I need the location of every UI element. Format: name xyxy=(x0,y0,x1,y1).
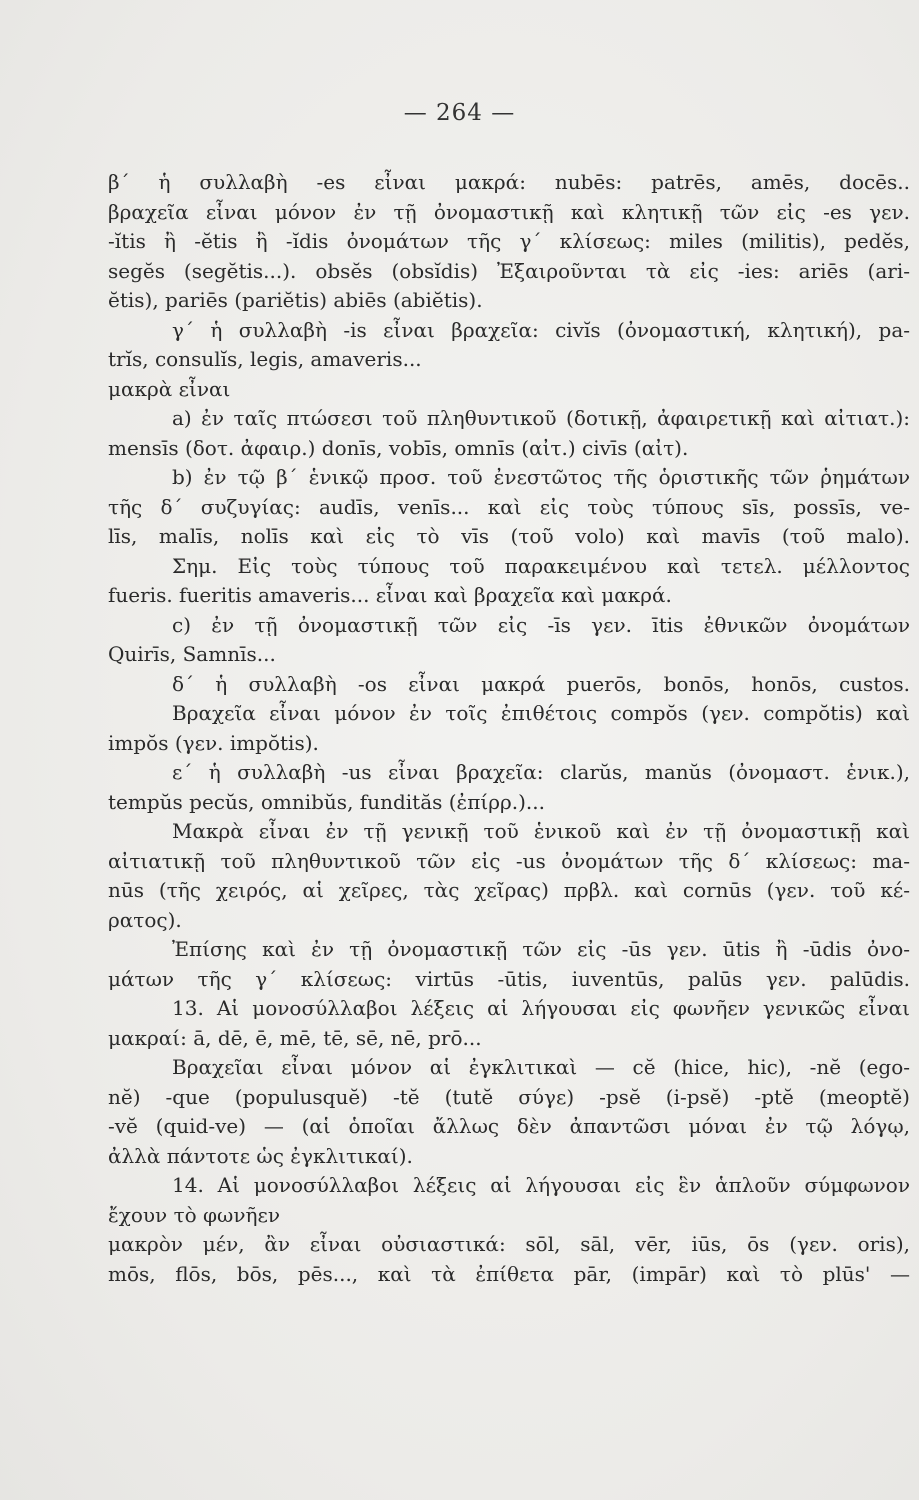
text-line: μάτων τῆς γ΄ κλίσεως: virtūs -ūtis, iuventūs, palūs γεν. palūdis. xyxy=(108,966,910,991)
text-line: ἔχουν τὸ φωνῆεν xyxy=(108,1202,281,1227)
text-line: Quirīs, Samnīs... xyxy=(108,642,276,666)
text-line: βραχεῖα εἶναι μόνον ἐν τῇ ὀνομαστικῇ καὶ κλητικῇ τῶν εἰς -es γεν. xyxy=(108,199,910,224)
text-line: Μακρὰ εἶναι ἐν τῇ γενικῇ τοῦ ἑνικοῦ καὶ ἐν τῇ ὀνομαστικῇ καὶ xyxy=(172,819,910,843)
text-line: tempŭs pecŭs, omnibŭs, fundităs (ἐπίρρ.)... xyxy=(108,789,546,814)
text-line: -ĭtis ἢ -ĕtis ἢ -ĭdis ὀνομάτων τῆς γ΄ κλίσεως: miles (militis), pedĕs, xyxy=(108,229,910,253)
text-line: μακρὰ εἶναι xyxy=(108,376,231,401)
text-line: ρατος). xyxy=(108,907,182,932)
text-line: impŏs (γεν. impŏtis). xyxy=(108,730,319,755)
text-line: Βραχεῖαι εἶναι μόνον αἱ ἐγκλιτικαὶ — cĕ (hice, hic), -nĕ (ego- xyxy=(172,1055,910,1079)
text-line: nūs (τῆς χειρός, αἱ χεῖρες, τὰς χεῖρας) πρβλ. καὶ cornūs (γεν. τοῦ κέ- xyxy=(108,878,910,902)
text-line: ĕtis), pariēs (pariĕtis) abiēs (abiĕtis). xyxy=(108,288,483,312)
text-line: -vĕ (quid-ve) — (αἱ ὁποῖαι ἄλλως δὲν ἀπαντῶσι μόναι ἐν τῷ λόγῳ, xyxy=(108,1114,910,1138)
text-line: līs, malīs, nolīs καὶ εἰς τὸ vīs (τοῦ volo) καὶ mavīs (τοῦ malo). xyxy=(108,524,910,548)
text-line: b) ἐν τῷ β΄ ἑνικῷ προσ. τοῦ ἐνεστῶτος τῆς ὁριστικῆς τῶν ῥημάτων xyxy=(172,465,910,489)
text-line: mensīs (δοτ. ἀφαιρ.) donīs, vobīs, omnīs (αἰτ.) civīs (αἰτ). xyxy=(108,435,689,460)
text-line: τῆς δ΄ συζυγίας: audīs, venīs... καὶ εἰς τοὺς τύπους sīs, possīs, ve- xyxy=(108,494,910,519)
text-line: μακρὸν μέν, ἂν εἶναι οὐσιαστικά: sōl, sāl, vēr, iūs, ōs (γεν. oris), xyxy=(108,1232,910,1256)
text-line: ε΄ ἡ συλλαβὴ -us εἶναι βραχεῖα: clarŭs, manŭs (ὀνομαστ. ἑνικ.), xyxy=(172,760,910,784)
text-line: c) ἐν τῇ ὀνομαστικῇ τῶν εἰς -īs γεν. ītis ἐθνικῶν ὀνομάτων xyxy=(172,612,910,637)
text-line: Βραχεῖα εἶναι μόνον ἐν τοῖς ἐπιθέτοις compŏs (γεν. compŏtis) καὶ xyxy=(172,701,910,725)
body-text xyxy=(108,168,910,1289)
text-line: μακραί: ā, dē, ē, mē, tē, sē, nē, prō... xyxy=(108,1025,482,1050)
text-line: mōs, flōs, bōs, pēs..., καὶ τὰ ἐπίθετα pār, (impār) καὶ τὸ plūs' — xyxy=(108,1261,910,1286)
text-line: segĕs (segĕtis...). obsĕs (obsĭdis) Ἐξαιροῦνται τὰ εἰς -ies: ariēs (ari- xyxy=(108,258,910,283)
text-line: β΄ ἡ συλλαβὴ -es εἶναι μακρά: nubēs: patrēs, amēs, docēs.. xyxy=(108,170,910,194)
page-number: — 264 — xyxy=(403,100,516,126)
text-line: nĕ) -que (populusquĕ) -tĕ (tutĕ σύγε) -psĕ (i-psĕ) -ptĕ (meoptĕ) xyxy=(108,1084,910,1109)
text-line: γ΄ ἡ συλλαβὴ -is εἶναι βραχεῖα: civĭs (ὀνομαστική, κλητική), pa- xyxy=(172,317,910,342)
text-line: Σημ. Εἰς τοὺς τύπους τοῦ παρακειμένου καὶ τετελ. μέλλοντος xyxy=(172,553,910,578)
text-line: 14. Αἱ μονοσύλλαβοι λέξεις αἱ λήγουσαι εἰς ἓν ἁπλοῦν σύμφωνον xyxy=(172,1173,910,1197)
text-line: ἀλλὰ πάντοτε ὡς ἐγκλιτικαί). xyxy=(108,1143,413,1168)
text-line: fueris. fueritis amaveris... εἶναι καὶ βραχεῖα καὶ μακρά. xyxy=(108,583,672,607)
text-line: αἰτιατικῇ τοῦ πληθυντικοῦ τῶν εἰς -us ὀνομάτων τῆς δ΄ κλίσεως: ma- xyxy=(108,848,910,873)
text-line: Ἐπίσης καὶ ἐν τῇ ὀνομαστικῇ τῶν εἰς -ūs γεν. ūtis ἢ -ūdis ὀνο- xyxy=(172,937,910,961)
text-line: a) ἐν ταῖς πτώσεσι τοῦ πληθυντικοῦ (δοτικῇ, ἀφαιρετικῇ καὶ αἰτιατ.): xyxy=(172,406,910,430)
text-line: δ΄ ἡ συλλαβὴ -os εἶναι μακρά puerōs, bonōs, honōs, custos. xyxy=(172,671,910,696)
text-line: 13. Αἱ μονοσύλλαβοι λέξεις αἱ λήγουσαι εἰς φωνῆεν γενικῶς εἶναι xyxy=(172,996,910,1020)
text-line: trĭs, consulĭs, legis, amaveris... xyxy=(108,347,422,371)
